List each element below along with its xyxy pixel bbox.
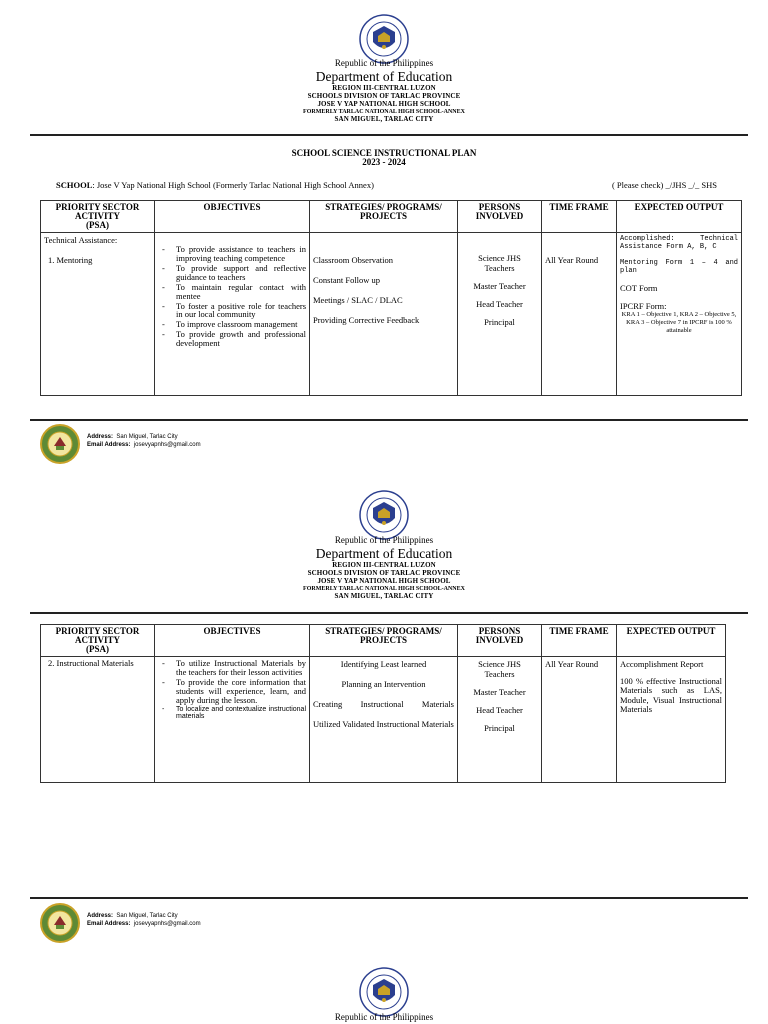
letterhead [0, 536, 768, 600]
psa-cell: Technical Assistance: 1. Mentoring [41, 233, 155, 396]
footer-contact: Address: San Miguel, Tarlac City Email Address: josevyapnhs@gmail.com [87, 913, 201, 928]
footer-email: josevyapnhs@gmail.com [133, 921, 201, 928]
plan-title-block [0, 149, 768, 168]
strategies-cell: Identifying Least learned Planning an Intervention Creating Instructional Materials Utilized Validated Instructional Materials [310, 657, 458, 783]
list-item: - To improve classroom management [158, 320, 306, 329]
school-label: SCHOOL [56, 180, 93, 190]
republic-text: Republic of the Philippines [334, 1012, 434, 1022]
objectives-cell [155, 657, 310, 783]
level-check: ( Please check) _/JHS _/_ SHS [611, 180, 717, 190]
footer-address: San Miguel, Tarlac City [116, 434, 178, 440]
col-output: EXPECTED OUTPUT [617, 201, 742, 233]
col-psa: PRIORITY SECTOR ACTIVITY (PSA) [41, 625, 155, 657]
footer-divider [30, 897, 748, 899]
col-objectives: OBJECTIVES [155, 201, 310, 233]
department-text: Department of Education [315, 69, 453, 84]
city-text: SAN MIGUEL, TARLAC CITY [334, 591, 434, 600]
col-persons: PERSONS INVOLVED [458, 201, 542, 233]
school-logo-icon [40, 424, 80, 464]
col-strategies: STRATEGIES/ PROGRAMS/ PROJECTS [310, 201, 458, 233]
list-item: - To foster a positive role for teachers in our local community [158, 302, 306, 320]
division-text: SCHOOLS DIVISION OF TARLAC PROVINCE [307, 568, 461, 577]
time-cell: All Year Round [542, 657, 617, 783]
col-time: TIME FRAME [542, 201, 617, 233]
col-objectives: OBJECTIVES [155, 625, 310, 657]
letterhead [0, 1013, 768, 1022]
list-item: - To localize and contextualize instructional materials [158, 706, 306, 721]
list-item: - To provide support and reflective guidance to teachers [158, 264, 306, 282]
table-row [41, 657, 726, 783]
table-header-row [41, 625, 726, 657]
col-output: EXPECTED OUTPUT [617, 625, 726, 657]
school-text: JOSE V YAP NATIONAL HIGH SCHOOL [317, 99, 451, 108]
objectives-cell [155, 233, 310, 396]
list-item: - To utilize Instructional Materials by the teachers for their lesson activities [158, 659, 306, 677]
republic-text: Republic of the Philippines [334, 58, 434, 68]
plan-title: SCHOOL SCIENCE INSTRUCTIONAL PLAN [291, 148, 477, 158]
footer-contact: Address: San Miguel, Tarlac City Email Address: josevyapnhs@gmail.com [87, 434, 201, 449]
list-item: - To provide assistance to teachers in improving teaching competence [158, 245, 306, 263]
region-text: REGION III-CENTRAL LUZON [332, 83, 436, 92]
department-text: Department of Education [315, 546, 453, 561]
footer-address: San Miguel, Tarlac City [116, 913, 178, 919]
plan-table-1 [40, 200, 742, 396]
list-item: - To provide growth and professional development [158, 330, 306, 348]
list-item: - To provide the core information that students will experience, learn, and apply during the lesson. [158, 678, 306, 705]
deped-seal-icon [359, 490, 409, 540]
time-cell: All Year Round [542, 233, 617, 396]
republic-text: Republic of the Philippines [334, 535, 434, 545]
footer-divider [30, 419, 748, 421]
school-logo-icon [40, 903, 80, 943]
persons-cell: Science JHS Teachers Master Teacher Head Teacher Principal [458, 657, 542, 783]
col-psa: PRIORITY SECTOR ACTIVITY (PSA) [41, 201, 155, 233]
header-divider [30, 134, 748, 136]
col-time: TIME FRAME [542, 625, 617, 657]
footer-email: josevyapnhs@gmail.com [133, 442, 201, 449]
output-cell: Accomplishment Report 100 % effective Instructional Materials such as LAS, Module, Visual Instructional Materials [617, 657, 726, 783]
header-divider [30, 612, 748, 614]
region-text: REGION III-CENTRAL LUZON [332, 560, 436, 569]
deped-seal-icon [359, 967, 409, 1017]
psa-cell: 2. Instructional Materials [41, 657, 155, 783]
division-text: SCHOOLS DIVISION OF TARLAC PROVINCE [307, 91, 461, 100]
school-text: JOSE V YAP NATIONAL HIGH SCHOOL [317, 576, 451, 585]
strategies-cell: Classroom Observation Constant Follow up Meetings / SLAC / DLAC Providing Corrective Feedback [310, 233, 458, 396]
city-text: SAN MIGUEL, TARLAC CITY [334, 114, 434, 123]
table-row [41, 233, 742, 396]
letterhead [0, 59, 768, 123]
col-strategies: STRATEGIES/ PROGRAMS/ PROJECTS [310, 625, 458, 657]
output-cell: Accomplished: Technical Assistance Form A, B, C Mentoring Form 1 – 4 and plan COT Form IPCRF Form: KRA 1 – Objective 1, KRA 2 – Objective 5, KRA 3 – Objective 7 in IPCRF is 100 % attainable [617, 233, 742, 396]
formerly-text: FORMERLY TARLAC NATIONAL HIGH SCHOOL-ANNEX [303, 585, 465, 592]
plan-year: 2023 - 2024 [362, 157, 406, 168]
plan-table-2 [40, 624, 726, 783]
table-header-row [41, 201, 742, 233]
col-persons: PERSONS INVOLVED [458, 625, 542, 657]
persons-cell: Science JHS Teachers Master Teacher Head Teacher Principal [458, 233, 542, 396]
school-value: : Jose V Yap National High School (Formerly Tarlac National High School Annex) [92, 180, 374, 190]
list-item: - To maintain regular contact with mentee [158, 283, 306, 301]
formerly-text: FORMERLY TARLAC NATIONAL HIGH SCHOOL-ANNEX [303, 108, 465, 115]
deped-seal-icon [359, 14, 409, 64]
school-line [56, 180, 726, 190]
